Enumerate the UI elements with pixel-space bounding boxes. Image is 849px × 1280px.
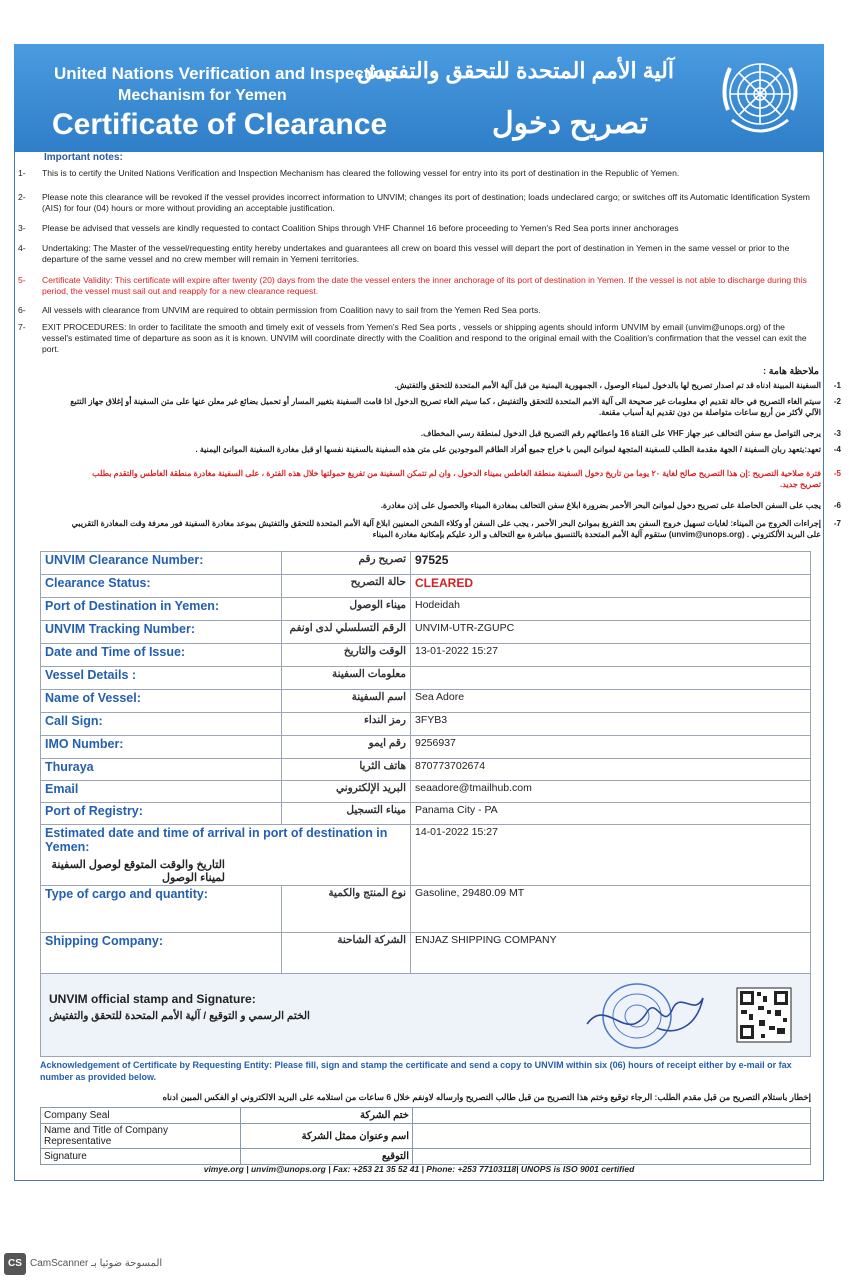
clearance-details-table (40, 551, 811, 978)
note-item: 2- Please note this clearance will be revoked if the vessel provides incorrect information to UNVIM; changes its port of destination; loads undeclared cargo; or switches off its Automatic Identification System (AIS) for four (04) hours or more without providing an acceptable justification. (18, 192, 810, 213)
stamp-label-ar: الختم الرسمي و التوقيع / آلية الأمم المتحدة للتحقق والتفتيش (49, 1010, 310, 1022)
certificate-title-en: Certificate of Clearance (52, 108, 388, 141)
un-emblem-icon (710, 50, 810, 146)
table-row-shipping: Shipping Company: الشركة الشاحنة ENJAZ SHIPPING COMPANY (41, 933, 811, 978)
stamp-label-en: UNVIM official stamp and Signature: (49, 992, 256, 1006)
acknowledgement-text-en: Acknowledgement of Certificate by Requesting Entity: Please fill, sign and stamp the certificate and send a copy to UNVIM within six (06) hours of receipt either by e-mail or fax number as provided below. (40, 1060, 792, 1082)
note-item-ar-validity: 5- فترة صلاحية التصريح :إن هذا التصريح صالح لغاية ٢٠ يوما من تاريخ دخول السفينة منطقة الغاطس بميناء الدخول ، وان لم تتمكن السفينة من تفريغ حمولتها خلال هذه الفترة ، على السفينة مغادرة منطقة الغاطس والتقدم بطلب تصريح جديد. (92, 469, 841, 489)
table-row: Port of Registry: ميناء التسجيل Panama City - PA (41, 803, 811, 825)
company-acknowledgement-table (40, 1107, 811, 1165)
representative-field[interactable] (413, 1124, 811, 1149)
org-name-en-line2: Mechanism for Yemen (118, 87, 287, 104)
table-row: Signature التوقيع (41, 1149, 811, 1165)
vessel-email: seaadore@tmailhub.com (411, 781, 811, 803)
table-row-eta: Estimated date and time of arrival in port of destination in Yemen: التاريخ والوقت المتوقع لوصول السفينة لميناء الوصول 14-01-2022 15:27 (41, 825, 811, 886)
table-row: IMO Number: رقم ايمو 9256937 (41, 736, 811, 759)
note-item: 1- This is to certify the United Nations Verification and Inspection Mechanism has cleared the following vessel for entry into its port of destination in the Republic of Yemen. (18, 168, 680, 178)
table-row: Name of Vessel: اسم السفينة Sea Adore (41, 690, 811, 713)
qr-code-icon (737, 988, 791, 1042)
note-item-ar: 3- يرجى التواصل مع سفن التحالف عبر جهاز VHF على القناة 16 واعطائهم رقم التصريح قبل الدخول لمنطقة رسي المخطاف. (420, 429, 841, 438)
table-row: Call Sign: رمز النداء 3FYB3 (41, 713, 811, 736)
clearance-status-badge: CLEARED (411, 575, 811, 598)
header-banner (14, 44, 824, 152)
table-row: UNVIM Clearance Number: تصريح رقم 97525 (41, 552, 811, 575)
un-seal-icon (603, 984, 671, 1048)
note-item-ar: 2- سيتم الغاء التصريح في حالة تقديم اي معلومات غير صحيحة الى آلية الامم المتحدة للتحقق والتفتيش ، كما سيتم الغاء تصريح الدخول اذا قامت السفينة بتغيير المسار أو تحميل بضائع غير معلن عنها على متن السفينة أو إغلاق جهاز التتبع الآلي لأكثر من أربع ساعات متواصلة من دون تقديم اية أسباب مقنعة. (70, 397, 841, 417)
clearance-number: 97525 (411, 552, 811, 575)
note-item-ar: 6- يجب على السفن الحاصلة على تصريح دخول لموانئ البحر الأحمر بضرورة ابلاغ سفن التحالف بمغادرة الميناء والحصول على إذن مغادرة. (380, 501, 841, 510)
table-row: UNVIM Tracking Number: الرقم التسلسلي لدى اونفم UNVIM-UTR-ZGUPC (41, 621, 811, 644)
camscanner-watermark: CamScanner المسوحة ضوئيا بـ (30, 1258, 163, 1269)
note-item-ar: 4- تعهد:يتعهد ربان السفينة / الجهة مقدمة الطلب للسفينة المتجهة لموانئ اليمن با خراج جميع أفراد الطاقم الموجودين على متن هذه السفينة بالسفينة نفسها او قبل مغادرة السفينة الموانئ اليمنية . (195, 445, 841, 454)
note-item: 3- Please be advised that vessels are kindly requested to contact Coalition Ships through VHF Channel 16 before proceeding to Yemen's Red Sea ports inner anchorages (18, 223, 679, 233)
note-item-ar: 7- إجراءات الخروج من الميناء: لغايات تسهيل خروج السفن بعد التفريغ بموانئ البحر الأحمر ، يجب على السفن أو وكلاء الشحن المعنيين ابلاغ آلية الأمم المتحدة للتحقق والتفتيش بموعد مغادرة السفينة فور معرفة وقت المغادرة التقريبي على البريد الألكتروني . (unvim@unops.org) ستقوم آلية الأمم المتحدة بالتنسيق مباشرة مع التحالف و الرد عليكم بإمكانية مغادرة الميناء (71, 519, 841, 539)
table-row: Email البريد الإلكتروني seaadore@tmailhub.com (41, 781, 811, 803)
camscanner-logo-icon: CS (4, 1253, 26, 1275)
acknowledgement-text-ar: إخطار باستلام التصريح من قبل مقدم الطلب: الرجاء توقيع وختم هذا التصريح من قبل طالب التصريح وارساله لاونفم خلال 6 ساعات من استلامه على البريد الالكتروني او الفكس المبين ادناه (162, 1092, 811, 1102)
table-row: Thuraya هاتف الثريا 870773702674 (41, 759, 811, 781)
note-item: 6- All vessels with clearance from UNVIM are required to obtain permission from Coalition navy to sail from the Yemen Red Sea ports. (18, 305, 541, 315)
signature-field[interactable] (413, 1149, 811, 1165)
important-notes-title-ar: ملاحظة هامة : (762, 366, 819, 377)
table-row: Vessel Details : معلومات السفينة (41, 667, 811, 690)
table-row-cargo: Type of cargo and quantity: نوع المنتج والكمية Gasoline, 29480.09 MT (41, 886, 811, 933)
note-item: 4- Undertaking: The Master of the vessel/requesting entity hereby undertakes and guarantees all crew on board this vessel will depart the port of destination in Yemen in the same vessel or prior to the departure of the same vessel and no crew member will remain in Yemeni territories. (18, 243, 790, 264)
table-row: Date and Time of Issue: الوقت والتاريخ 13-01-2022 15:27 (41, 644, 811, 667)
org-name-en-line1: United Nations Verification and Inspection (54, 64, 395, 83)
note-item-exit: 7- EXIT PROCEDURES: In order to facilitate the smooth and timely exit of vessels from Yemen's Red Sea ports , vessels or shipping agents should inform UNVIM by email (unvim@unops.org) of the vessel's estimated time of departure as soon as it is known. UNVIM will coordinate directly with the Coalition and respond to the original email with the Coalition's confirmation that the vessel can exit the port. (18, 322, 807, 354)
table-row: Name and Title of Company Representative اسم وعنوان ممثل الشركة (41, 1124, 811, 1149)
certificate-title-ar: تصريح دخول (491, 107, 648, 140)
table-row: Company Seal ختم الشركة (41, 1108, 811, 1124)
footer-contact: vimye.org | unvim@unops.org | Fax: +253 21 35 52 41 | Phone: +253 77103118| UNOPS is ISO 9001 certified (203, 1164, 635, 1174)
official-stamp-section (40, 973, 811, 1057)
stamp-signature-qr (577, 976, 801, 1054)
company-seal-field[interactable] (413, 1108, 811, 1124)
table-row: Clearance Status: حالة التصريح CLEARED (41, 575, 811, 598)
note-item-ar: 1- السفينة المبينة ادناه قد تم اصدار تصريح لها بالدخول لميناء الوصول ، الجمهورية اليمنية من قبل آلية الأمم المتحدة للتحقق والتفتيش. (394, 381, 841, 390)
table-row: Port of Destination in Yemen: ميناء الوصول Hodeidah (41, 598, 811, 621)
org-name-ar: آلية الأمم المتحدة للتحقق والتفتيش (356, 58, 674, 83)
note-item-validity: 5- Certificate Validity: This certificate will expire after twenty (20) days from the date the vessel enters the inner anchorage of its port of destination in Yemen. If the vessel is not able to discharge during this period, the vessel must sail out and reapply for a new clearance request. (18, 275, 807, 296)
important-notes-title: Important notes: (44, 152, 123, 163)
